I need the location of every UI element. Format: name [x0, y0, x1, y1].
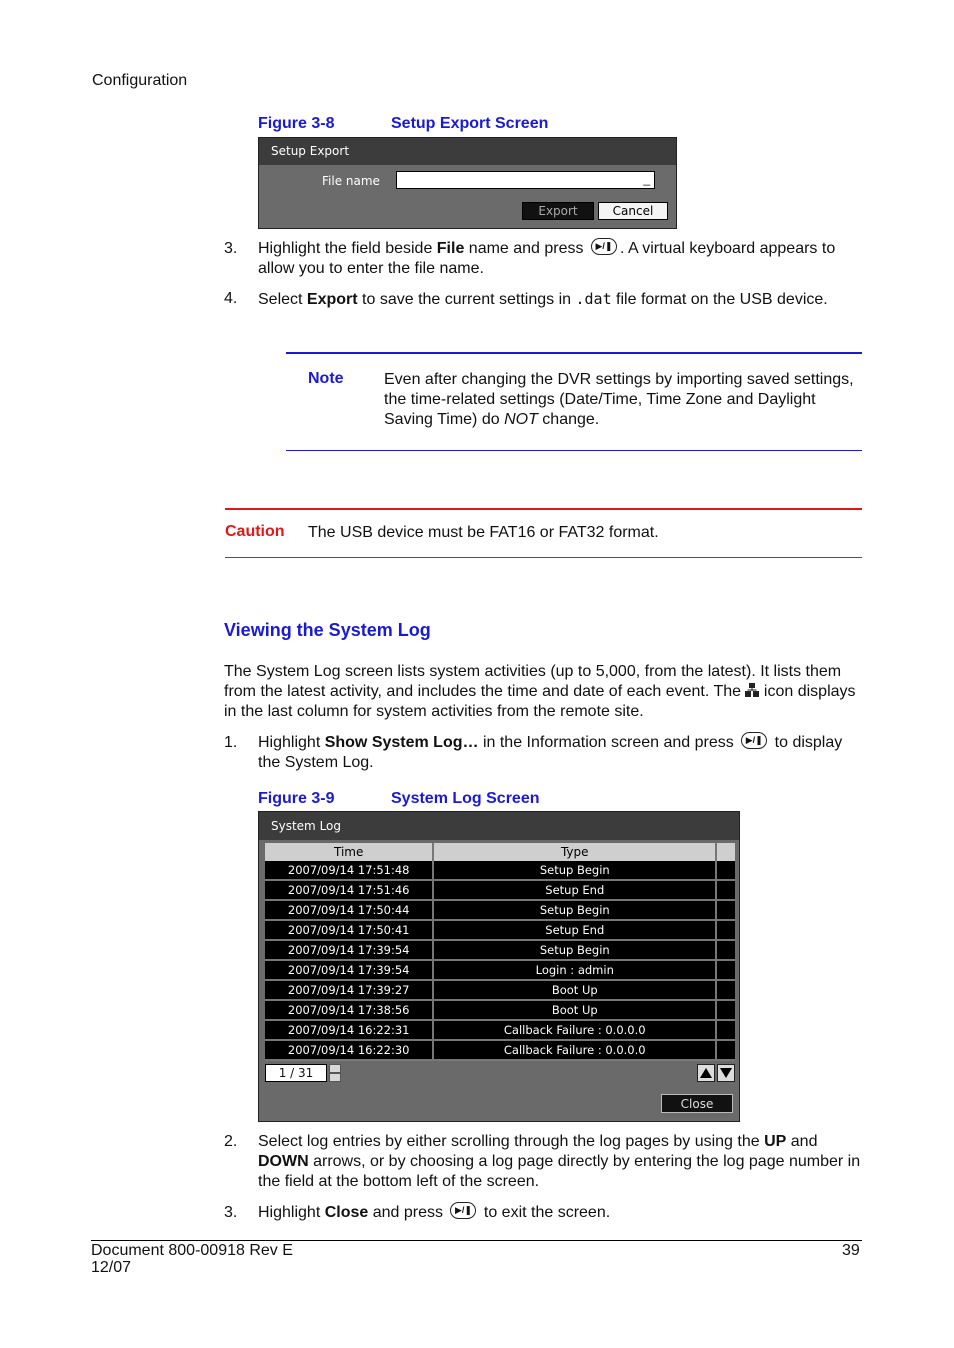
caution-bottom-rule: [225, 557, 862, 558]
col-header-type: Type: [433, 843, 716, 861]
log-remote-cell: [716, 861, 735, 880]
note-text: Even after changing the DVR settings by importing saved settings, the time-related settings (Date/Time, Time Zone and Daylight Saving Time) do NOT change.: [384, 371, 854, 428]
log-table: [265, 843, 735, 1061]
step-number: 1.: [224, 734, 238, 751]
table-row[interactable]: [265, 980, 735, 1000]
export-button[interactable]: Export: [522, 202, 594, 220]
figure-3-9-title: System Log Screen: [391, 790, 540, 807]
scroll-up-button[interactable]: [697, 1064, 715, 1082]
log-time-cell: 2007/09/14 17:38:56: [265, 1000, 433, 1020]
log-remote-cell: [716, 880, 735, 900]
play-pause-icon: ▶/❚: [591, 238, 617, 255]
section-paragraph: The System Log screen lists system activities (up to 5,000, from the latest). It lists them from the latest activity, and includes the time and date of each event. The icon displays in the last column for system activities from the remote site.: [224, 663, 856, 720]
table-row[interactable]: [265, 920, 735, 940]
footer-date: 12/07: [91, 1259, 132, 1276]
step-1-text: Highlight Show System Log… in the Information screen and press ▶/❚ to display the System Log.: [258, 734, 843, 771]
cancel-button[interactable]: Cancel: [598, 202, 668, 220]
log-type-cell: Callback Failure : 0.0.0.0: [433, 1040, 716, 1060]
page-stepper-down[interactable]: [329, 1073, 341, 1082]
log-remote-cell: [716, 1000, 735, 1020]
step-number: 3.: [224, 240, 238, 257]
log-time-cell: 2007/09/14 17:39:27: [265, 980, 433, 1000]
section-heading: Viewing the System Log: [224, 620, 431, 640]
table-row[interactable]: [265, 900, 735, 920]
log-time-cell: 2007/09/14 17:51:46: [265, 880, 433, 900]
running-header: Configuration: [92, 72, 188, 89]
play-pause-icon: ▶/❚: [741, 732, 767, 749]
log-time-cell: 2007/09/14 17:39:54: [265, 960, 433, 980]
close-button[interactable]: Close: [661, 1094, 733, 1113]
log-remote-cell: [716, 940, 735, 960]
log-type-cell: Boot Up: [433, 980, 716, 1000]
table-row[interactable]: [265, 1020, 735, 1040]
log-time-cell: 2007/09/14 17:50:41: [265, 920, 433, 940]
figure-3-8-label: Figure 3-8: [258, 115, 335, 132]
step-2-text: Select log entries by either scrolling through the log pages by using the UP and DOWN arrows, or by choosing a log page directly by entering the log page number in the field at the bottom left of the screen.: [258, 1133, 861, 1190]
remote-site-icon: [745, 683, 759, 697]
scroll-down-button[interactable]: [717, 1064, 735, 1082]
note-label: Note: [308, 370, 344, 387]
table-row[interactable]: [265, 960, 735, 980]
step-number: 2.: [224, 1133, 238, 1150]
arrow-down-icon: [718, 1065, 734, 1081]
footer-rule: [91, 1240, 862, 1241]
log-time-cell: 2007/09/14 17:50:44: [265, 900, 433, 920]
step-3b-text: Highlight Close and press ▶/❚ to exit the screen.: [258, 1204, 611, 1221]
table-row[interactable]: [265, 1040, 735, 1060]
table-row[interactable]: [265, 880, 735, 900]
arrow-up-icon: [698, 1065, 714, 1081]
log-type-cell: Setup End: [433, 920, 716, 940]
figure-3-8-title: Setup Export Screen: [391, 115, 549, 132]
setup-export-dialog: [258, 137, 677, 229]
step-number: 3.: [224, 1204, 238, 1221]
log-remote-cell: [716, 1020, 735, 1040]
file-name-label: File name: [322, 174, 380, 188]
step-number: 4.: [224, 290, 238, 307]
table-row[interactable]: [265, 1000, 735, 1020]
log-type-cell: Login : admin: [433, 960, 716, 980]
note-bottom-rule: [286, 450, 862, 451]
log-remote-cell: [716, 1040, 735, 1060]
caution-top-rule: [225, 508, 862, 510]
log-remote-cell: [716, 900, 735, 920]
log-type-cell: Boot Up: [433, 1000, 716, 1020]
log-type-cell: Callback Failure : 0.0.0.0: [433, 1020, 716, 1040]
log-remote-cell: [716, 980, 735, 1000]
log-time-cell: 2007/09/14 17:39:54: [265, 940, 433, 960]
caution-text: The USB device must be FAT16 or FAT32 format.: [308, 524, 659, 541]
log-time-cell: 2007/09/14 16:22:30: [265, 1040, 433, 1060]
figure-3-9-label: Figure 3-9: [258, 790, 335, 807]
footer-page-number: 39: [842, 1242, 860, 1259]
play-pause-icon: ▶/❚: [450, 1202, 476, 1219]
step-4-text: Select Export to save the current settings in .dat file format on the USB device.: [258, 290, 828, 308]
table-row[interactable]: [265, 861, 735, 880]
log-type-cell: Setup Begin: [433, 940, 716, 960]
page-stepper-up[interactable]: [329, 1064, 341, 1073]
col-header-time: Time: [265, 843, 433, 861]
log-type-cell: Setup Begin: [433, 861, 716, 880]
log-time-cell: 2007/09/14 16:22:31: [265, 1020, 433, 1040]
dialog-title: System Log: [259, 812, 739, 840]
caution-label: Caution: [225, 523, 285, 540]
note-top-rule: [286, 352, 862, 354]
page-number-input[interactable]: 1 / 31: [265, 1064, 327, 1082]
file-name-input[interactable]: _: [396, 171, 655, 189]
system-log-dialog: [258, 811, 740, 1122]
log-time-cell: 2007/09/14 17:51:48: [265, 861, 433, 880]
footer-doc: Document 800-00918 Rev E: [91, 1242, 293, 1259]
col-header-remote: [716, 843, 735, 861]
table-row[interactable]: [265, 940, 735, 960]
log-remote-cell: [716, 960, 735, 980]
log-type-cell: Setup End: [433, 880, 716, 900]
step-3-text: Highlight the field beside File name and press ▶/❚ . A virtual keyboard appears to allow you to enter the file name.: [258, 240, 836, 277]
log-remote-cell: [716, 920, 735, 940]
log-type-cell: Setup Begin: [433, 900, 716, 920]
dialog-title: Setup Export: [259, 138, 676, 165]
